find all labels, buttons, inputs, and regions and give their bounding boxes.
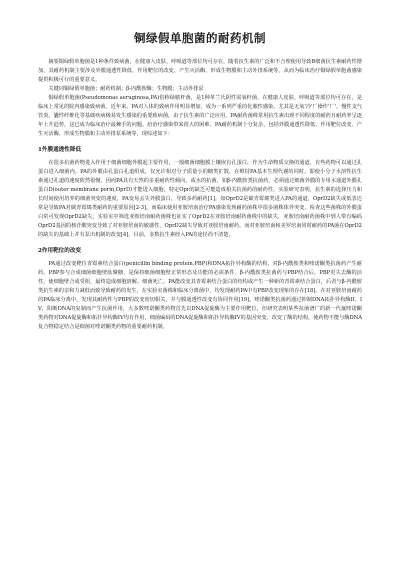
section-2-body: PA通过改变靶位青霉素结合蛋白(penicillin binding protein,PBP)和DNA拓扑异构酶的结构，对β-内酰胺类和喹诺酮类抗菌药产生耐药。PBP参与合成细菌细胞壁肽聚糖，是保持细菌细胞壁正常形态及功能的必需条件，β-内酰胺类抗菌药与PBP结合后，PBP更失去酶的活性，使细胞壁合成受阻，最终造成细胞溶解。细菌死亡。PA能改变其青霉素结合蛋白的结构或产生一种新的青霉素结合蛋白，后者与β-内酰胺类抗生素的亲和力减低而致导致耐药的发生，在实验室菌株和临床分离菌中，均发现耐药PA中有PBP改变现象的存在[18]，在对亚胺培南耐药的PA临床分离中，发现其耐药性与PBP的改变密切相关，并与膜通透性改变有协同作用[19]。喹诺酮类抗菌药通过抑制DNA拓扑异构酶II、IV，阻断DNA的复制而产生抗菌作用，大多数喹诺酮类药物首先以DNA促旋酶为主要作用靶位，但研究表明某些抗菌谱广的新一代氟喹诺酮类药物对DNA促旋酶和拓扑异构酶IV均有作用，细菌编码的DNA促旋酶和拓扑异构酶IV的基因突变，改变了酶的结构，使药物不能与酶DNA复合物稳定结合是细菌对喹诺酮类药物的重要耐药机制。	[38, 261, 362, 330]
section-1-heading: 1外膜通透性降低	[38, 147, 82, 153]
section-1-body: 在很多抗菌药物进入作用于细菌细胞外膜起主要作用，一般细菌细胞膜上镶嵌有孔蛋白，作为生命物质交换的通道，有些药物可以通过孔蛋白进入细菌内。PA的外膜由孔蛋白孔道组成，仅允许相对分子质量小的糖类扩散，在维持PA基本生理代谢的同时，即使小分子水溶性抗生素通过孔道的速度依然很慢，因而PA具有天然的多重耐药性倾向，或水的抗菌，如β-内酰胺类抗菌药，必须通过细菌外膜的专用水通道外膜孔蛋白D(outer membrane porin,OprD)才能进入细胞，特定Opr的缺乏可能造成相关抗菌药的耐药性，实验研究表明，抗生素的选择压力和长时间使用培养的细菌突变的速度，PA变易丢失外膜蛋白，导致多药耐药[1]。如OprD2是碳青霉烯类进入PA的通道，OprD2缺失或低表达常是导致PA对碳青霉烯类耐药的重要原因[2-3]。而临床使用亚胺培南治疗PA感染发现耐药菌株中很多菌株体外突变、检查这些菌株的外膜蛋白常可发现OprD2缺失，实验室中筛选亚胺培南耐药菌株也证实了OprD2在亚胺培南耐药菌株中的缺失，亚胺培南耐药菌株中到人带有编码OprD2基因的核苷酸突变导致了对亚胺培南的敏感性，OprD2缺失导致对亚胺培南耐药，而对亚胺培南和美罗培南同时耐药的PA菌在OprD2的缺失的基础上并有泵出机制的改变[4]。目前，多数抗生素经入PA的途径尚不清楚。	[38, 160, 362, 238]
keywords-paragraph: 关键词铜绿假单胞菌；耐药机制；β-内酰胺酶；生物膜；主动外排泵	[48, 86, 204, 92]
document-title: 铜绿假单胞菌的耐药机制	[134, 31, 266, 45]
section-2-heading: 2作用靶位的改变	[38, 248, 82, 254]
abstract-paragraph: 摘要铜绿假单胞菌是1种条件致病菌，在健康人皮肤、呼吸道等部位均可存在，随着抗生素的广泛和不合理使用导致B细菌抗生素耐药性增加，其耐药机制主要涉及外膜通透性降低、作用靶位的改变、产生灭活酶、形成生物膜和主动外排系统等。从而为临床治疗铜绿假单胞菌感染提供积极可行的重要意义。	[38, 59, 362, 83]
intro-paragraph: 铜绿假单胞菌(Pseudomonas aeruginosa,PA)俗称绿脓杆菌，是1种革兰氏阴性需氧杆菌，在健康人皮肤、呼吸道等部位均可存在，是临床上常见的院内感染致病菌。近年来，PA对人体的致病作用明显增加，成为一系列严重的化脓性感染。尤其是无氧'冷'厂操作'厂'，慢性支气管炎、囊性纤维化等基础疾病极易发生感染的重要致病菌，由于抗生素的广泛应用，PA耐药菌株常用抗生素出现不同程度的耐药且耐药率呈逐年上升趋势，这已成为临床治疗最棘手的问题。给治疗感染带来很大的困难，PA耐药机制十分复杂，包括外膜通透性降低、作用靶位改变、产生灭活酶、形成生物膜和主动外排泵系统等，现综述如下：	[38, 95, 362, 137]
